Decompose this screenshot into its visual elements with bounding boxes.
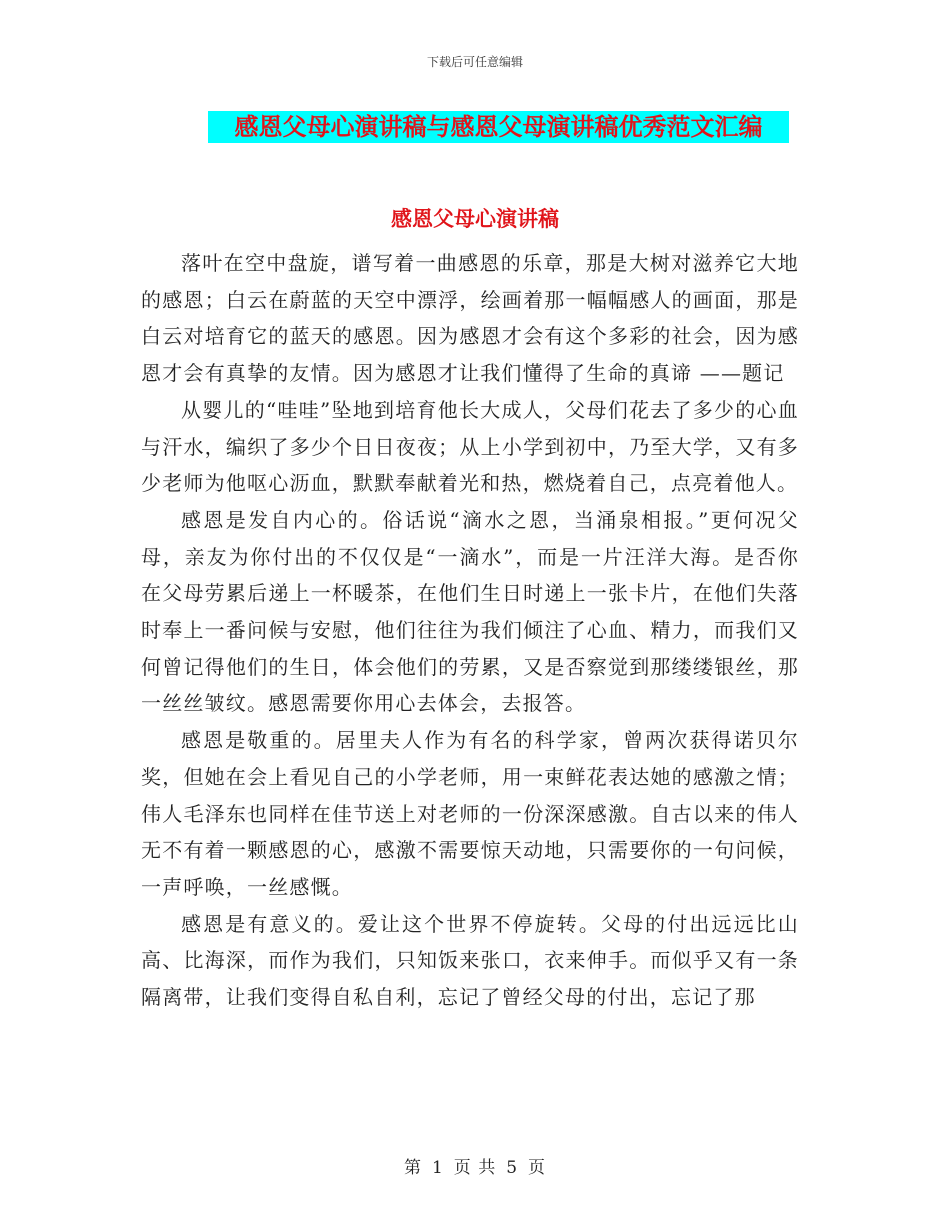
document-title: 感恩父母心演讲稿与感恩父母演讲稿优秀范文汇编	[208, 111, 789, 143]
paragraph: 感恩是有意义的。爱让这个世界不停旋转。父母的付出远远比山高、比海深，而作为我们，只知饭来张口，衣来伸手。而似乎又有一条隔离带，让我们变得自私自利，忘记了曾经父母的付出，忘记了那	[141, 911, 799, 1010]
page-footer	[0, 1153, 950, 1178]
section-title: 感恩父母心演讲稿	[391, 206, 559, 231]
paragraph: 从婴儿的“哇哇”坠地到培育他长大成人，父母们花去了多少的心血与汗水，编织了多少个日日夜夜；从上小学到初中，乃至大学，又有多少老师为他呕心沥血，默默奉献着光和热，燃烧着自己，点亮着他人。	[141, 397, 799, 496]
footer-label-pages: 页	[528, 1158, 547, 1178]
paragraph: 感恩是敬重的。居里夫人作为有名的科学家，曾两次获得诺贝尔奖，但她在会上看见自己的小学老师，用一束鲜花表达她的感激之情；伟人毛泽东也同样在佳节送上对老师的一份深深感激。自古以来的伟人无不有着一颗感恩的心，感激不需要惊天动地，只需要你的一句问候，一声呼唤，一丝感慨。	[141, 728, 799, 899]
current-page-number: 1	[431, 1158, 444, 1178]
total-pages-number: 5	[506, 1158, 519, 1178]
header-note: 下载后可任意编辑	[426, 55, 523, 69]
paragraph: 感恩是发自内心的。俗话说“滴水之恩，当涌泉相报。”更何况父母，亲友为你付出的不仅仅是“一滴水”，而是一片汪洋大海。是否你在父母劳累后递上一杯暖茶，在他们生日时递上一张卡片，在他们失落时奉上一番问候与安慰，他们往往为我们倾注了心血、精力，而我们又何曾记得他们的生日，体会他们的劳累，又是否察觉到那缕缕银丝，那一丝丝皱纹。感恩需要你用心去体会，去报答。	[141, 507, 799, 716]
footer-label-of: 页 共	[453, 1158, 497, 1178]
body-text	[141, 245, 799, 1016]
paragraph: 落叶在空中盘旋，谱写着一曲感恩的乐章，那是大树对滋养它大地的感恩；白云在蔚蓝的天空中漂浮，绘画着那一幅幅感人的画面，那是白云对培育它的蓝天的感恩。因为感恩才会有这个多彩的社会，因为感恩才会有真挚的友情。因为感恩才让我们懂得了生命的真谛 ——题记	[141, 251, 799, 386]
footer-label-page: 第	[403, 1158, 422, 1178]
